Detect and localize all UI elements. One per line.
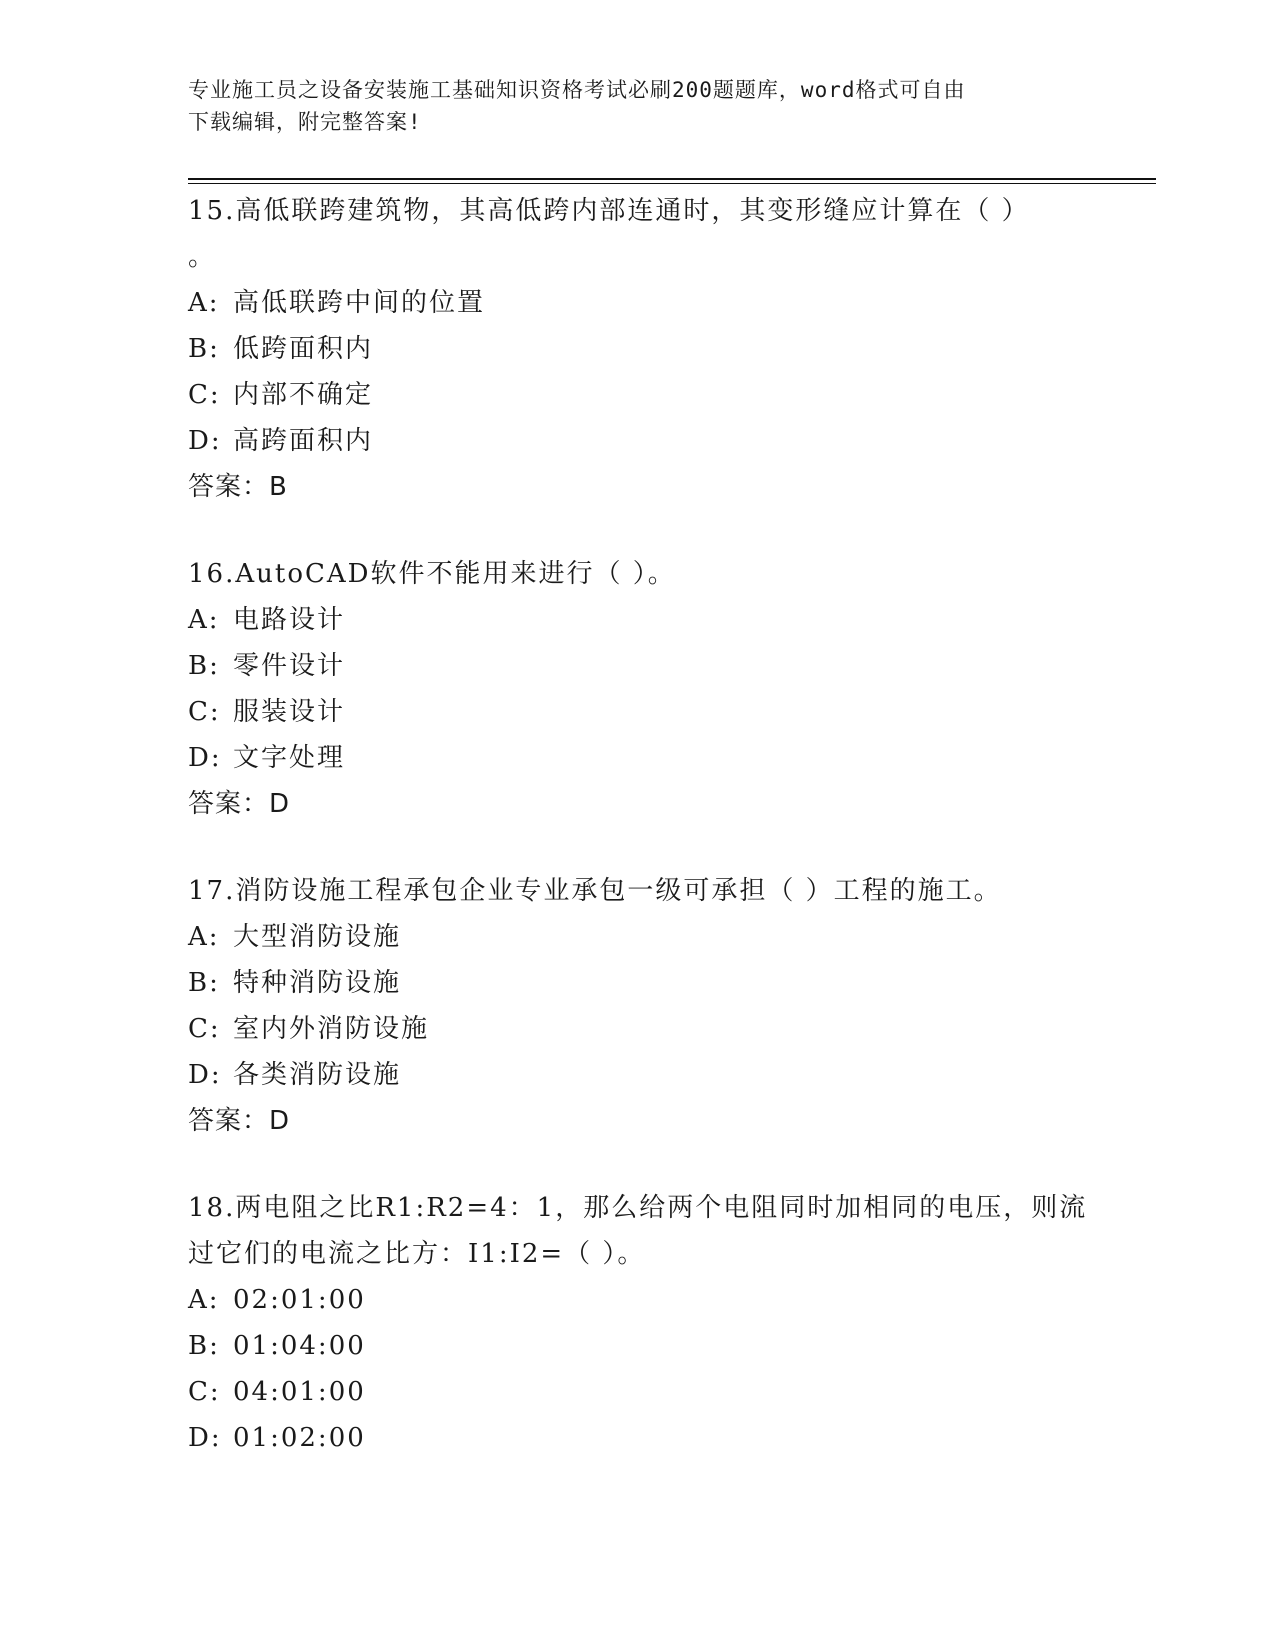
option-b [188,643,1088,689]
option-c [188,1006,1088,1052]
option-text: 内部不确定 [233,380,374,410]
question-15 [188,188,1088,510]
option-text: 电路设计 [233,605,346,635]
option-key: B: [188,651,220,681]
option-key: B: [188,1331,220,1361]
question-stem-continued: 。 [188,242,217,272]
option-key: B: [188,334,220,364]
option-key: B: [188,968,220,998]
option-text: 文字处理 [233,743,346,773]
answer-line: 答案：D [188,1106,291,1136]
answer-line: 答案：B [188,472,288,502]
header-rule-thick [188,178,1156,180]
option-d [188,1415,1088,1461]
option-a [188,1277,1088,1323]
option-c [188,689,1088,735]
option-text: 高跨面积内 [233,426,374,456]
option-b [188,326,1088,372]
option-key: A: [188,1285,220,1315]
option-key: D: [188,743,222,773]
question-stem: 18.两电阻之比R1:R2=4：1，那么给两个电阻同时加相同的电压，则流 [188,1193,1088,1223]
option-key: A: [188,288,220,318]
option-b [188,1323,1088,1369]
option-key: D: [188,1423,222,1453]
option-text: 01:02:00 [233,1423,366,1453]
question-stem-continued: 过它们的电流之比方：I1:I2=（ ）。 [188,1239,646,1269]
option-text: 各类消防设施 [233,1060,402,1090]
option-text: 02:01:00 [233,1285,366,1315]
header-line-2: 下载编辑，附完整答案! [188,110,422,134]
option-text: 04:01:00 [233,1377,366,1407]
option-key: A: [188,922,220,952]
document-header [188,74,1068,138]
option-d [188,1052,1088,1098]
option-key: C: [188,380,221,410]
option-text: 室内外消防设施 [233,1014,430,1044]
question-stem: 17.消防设施工程承包企业专业承包一级可承担（ ）工程的施工。 [188,876,1002,906]
header-rule-thin [188,183,1156,184]
option-key: D: [188,1060,222,1090]
question-stem: 15.高低联跨建筑物，其高低跨内部连通时，其变形缝应计算在（ ） [188,196,1030,226]
option-c [188,372,1088,418]
option-key: C: [188,1377,221,1407]
option-a [188,597,1088,643]
option-key: D: [188,426,222,456]
answer-line: 答案：D [188,789,291,819]
option-text: 大型消防设施 [233,922,402,952]
option-text: 01:04:00 [233,1331,366,1361]
option-key: C: [188,697,221,727]
header-line-1: 专业施工员之设备安装施工基础知识资格考试必刷200题题库，word格式可自由 [188,78,966,102]
option-text: 低跨面积内 [233,334,374,364]
option-text: 服装设计 [233,697,346,727]
option-key: C: [188,1014,221,1044]
option-a [188,280,1088,326]
option-key: A: [188,605,220,635]
option-a [188,914,1088,960]
question-stem: 16.AutoCAD软件不能用来进行（ ）。 [188,559,676,589]
option-c [188,1369,1088,1415]
option-d [188,418,1088,464]
question-17 [188,868,1088,1144]
question-18 [188,1185,1088,1461]
option-d [188,735,1088,781]
option-b [188,960,1088,1006]
question-list [188,188,1088,1502]
option-text: 特种消防设施 [233,968,402,998]
option-text: 高低联跨中间的位置 [233,288,486,318]
option-text: 零件设计 [233,651,346,681]
question-16 [188,551,1088,827]
